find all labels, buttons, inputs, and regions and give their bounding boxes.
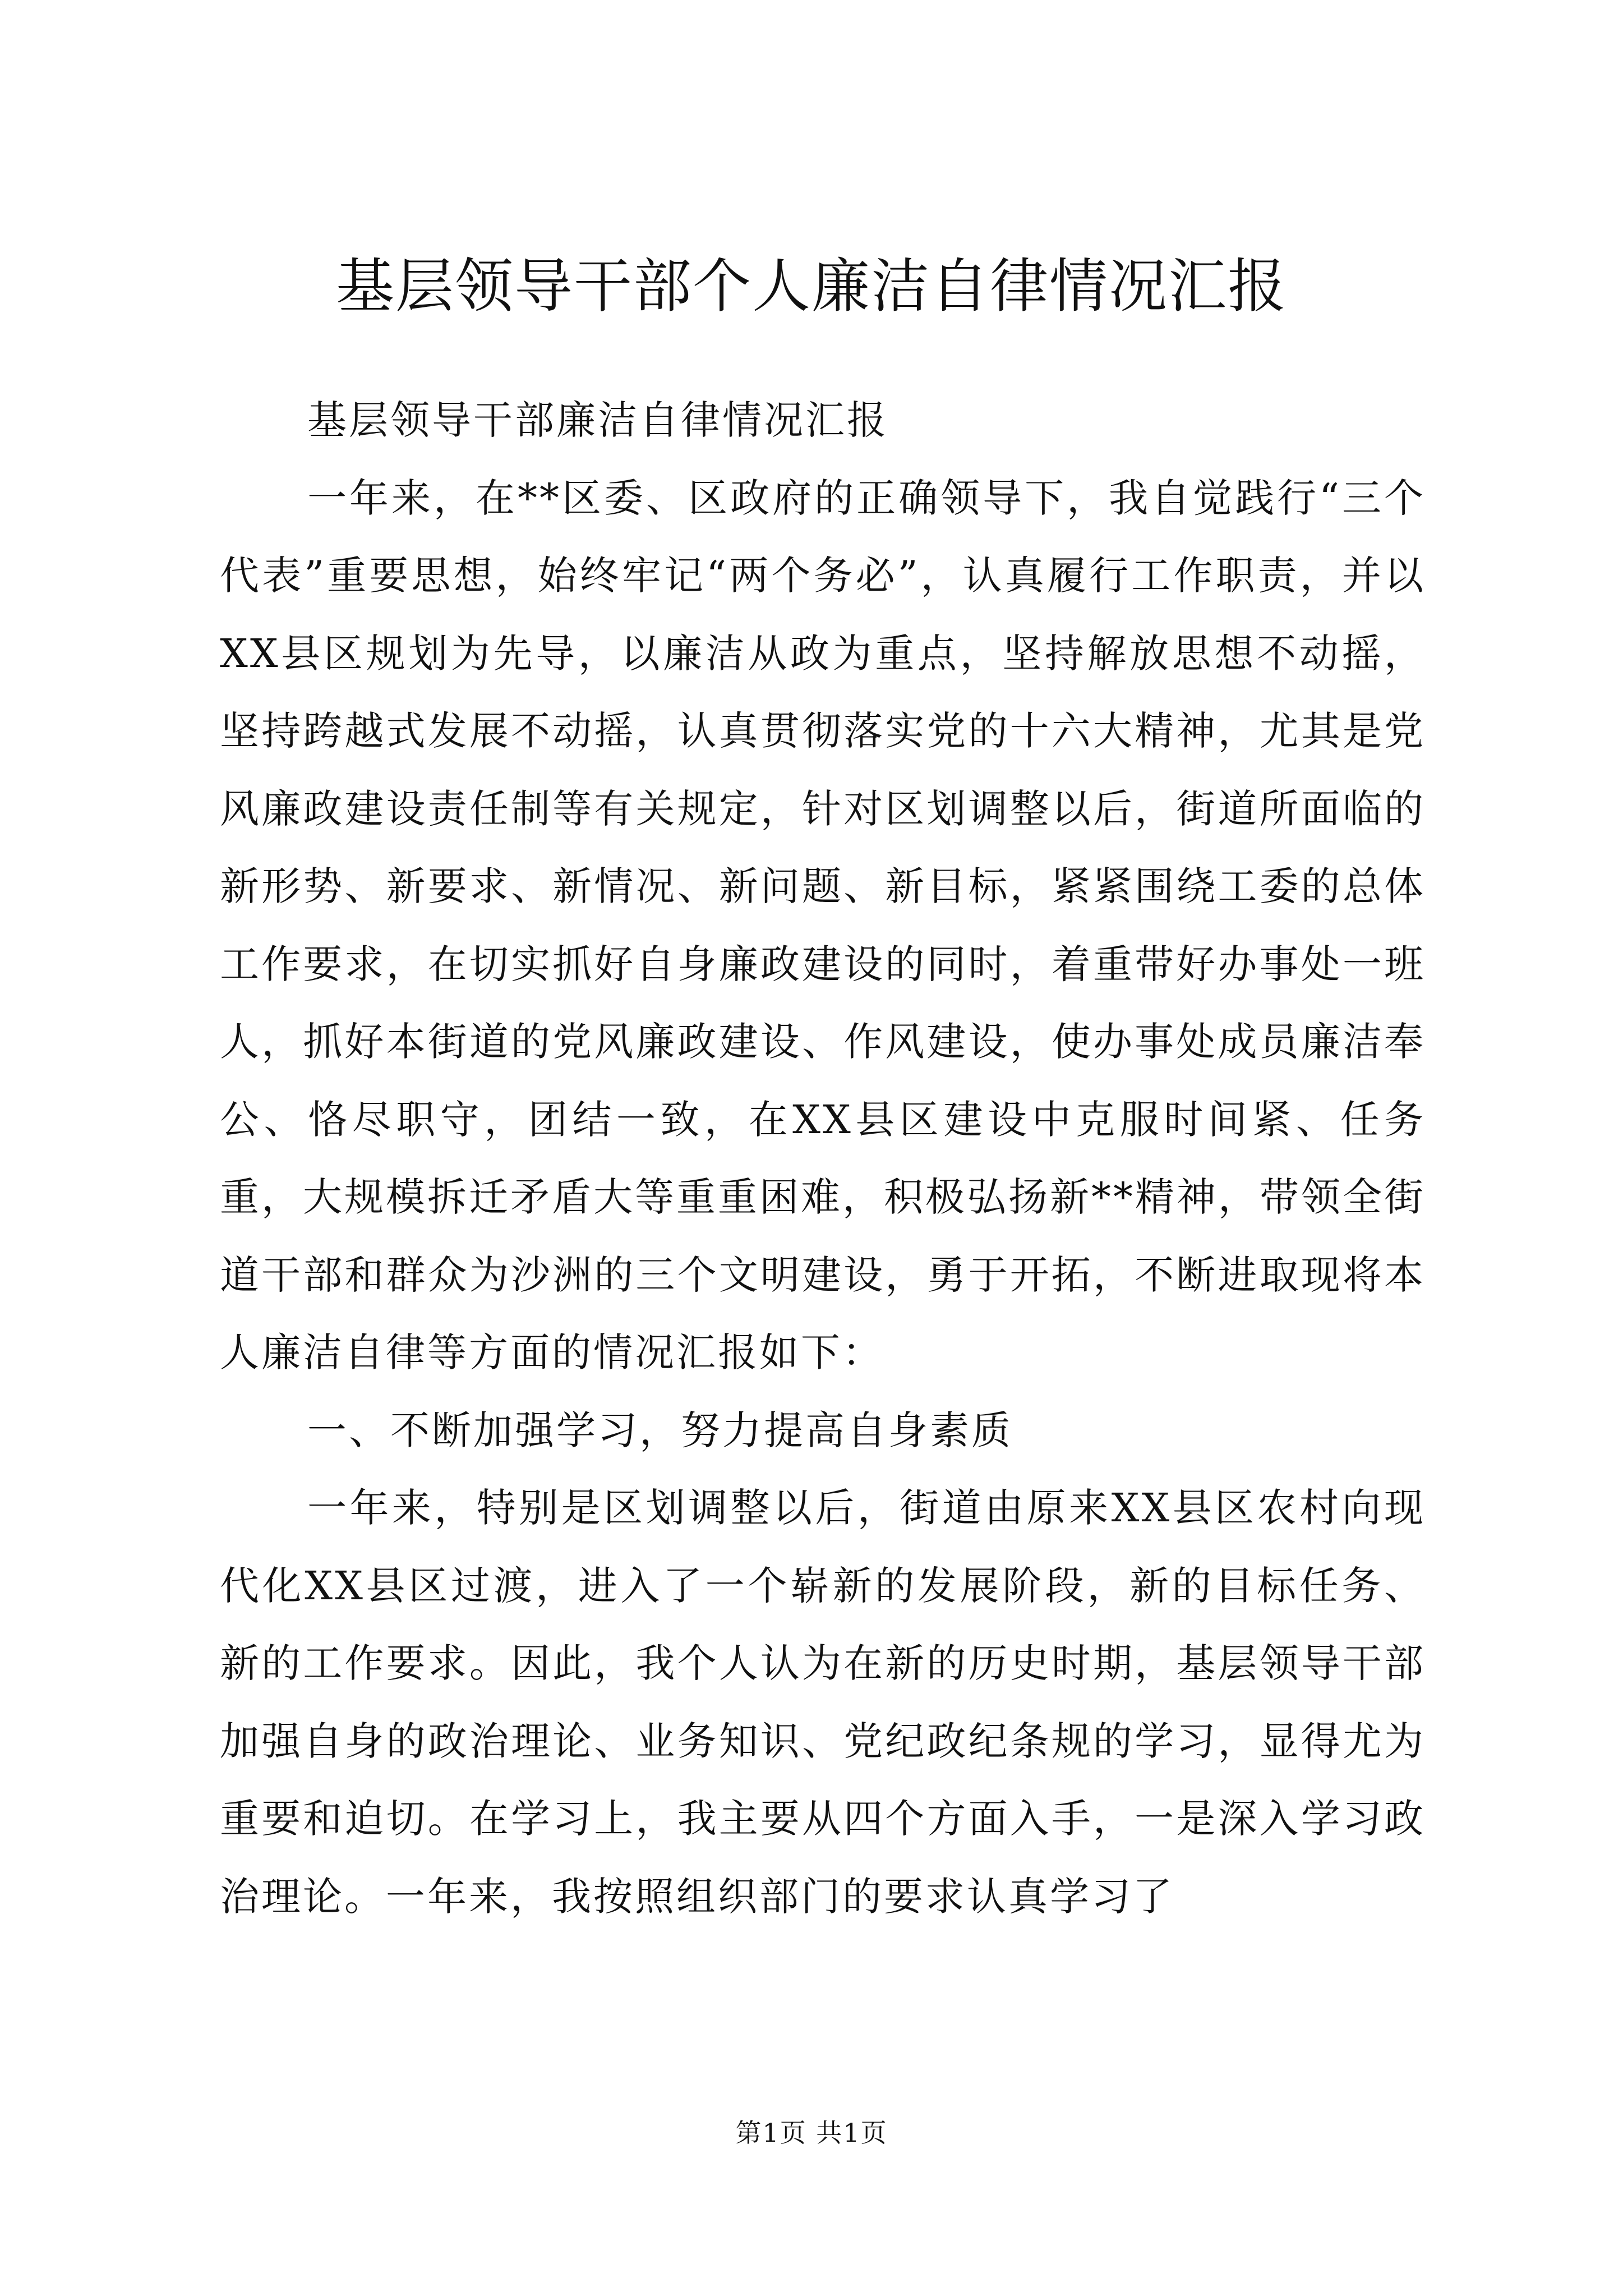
page-footer: 第1页 共1页 [735,2118,888,2148]
document-title: 基层领导干部个人廉洁自律情况汇报 [335,252,1287,320]
section-paragraph: 一年来，特别是区划调整以后，街道由原来XX县区农村向现代化XX县区过渡，进入了一个崭新的发展阶段，新的目标任务、新的工作要求。因此，我个人认为在新的历史时期，基层领导干部加强自身的政治理论、业务知识、党纪政纪条规的学习，显得尤为重要和迫切。在学习上，我主要从四个方面入手，一是深入学习政治理论。一年来，我按照组织部门的要求认真学习了 [220,1485,1426,1920]
section-heading: 一、不断加强学习，努力提高自身素质 [307,1407,1013,1453]
intro-paragraph: 一年来，在**区委、区政府的正确领导下，我自觉践行“三个代表”重要思想，始终牢记“两个务必”，认真履行工作职责，并以XX县区规划为先导，以廉洁从政为重点，坚持解放思想不动摇，坚持跨越式发展不动摇，认真贯彻落实党的十六大精神，尤其是党风廉政建设责任制等有关规定，针对区划调整以后，街道所面临的新形势、新要求、新情况、新问题、新目标，紧紧围绕工委的总体工作要求，在切实抓好自身廉政建设的同时，着重带好办事处一班人，抓好本街道的党风廉政建设、作风建设，使办事处成员廉洁奉公、恪尽职守，团结一致，在XX县区建设中克服时间紧、任务重，大规模拆迁矛盾大等重重困难，积极弘扬新**精神，带领全街道干部和群众为沙洲的三个文明建设，勇于开拓，不断进取现将本人廉洁自律等方面的情况汇报如下： [220,475,1426,1375]
subtitle-paragraph: 基层领导干部廉洁自律情况汇报 [307,397,888,443]
document-body [220,381,1426,1935]
